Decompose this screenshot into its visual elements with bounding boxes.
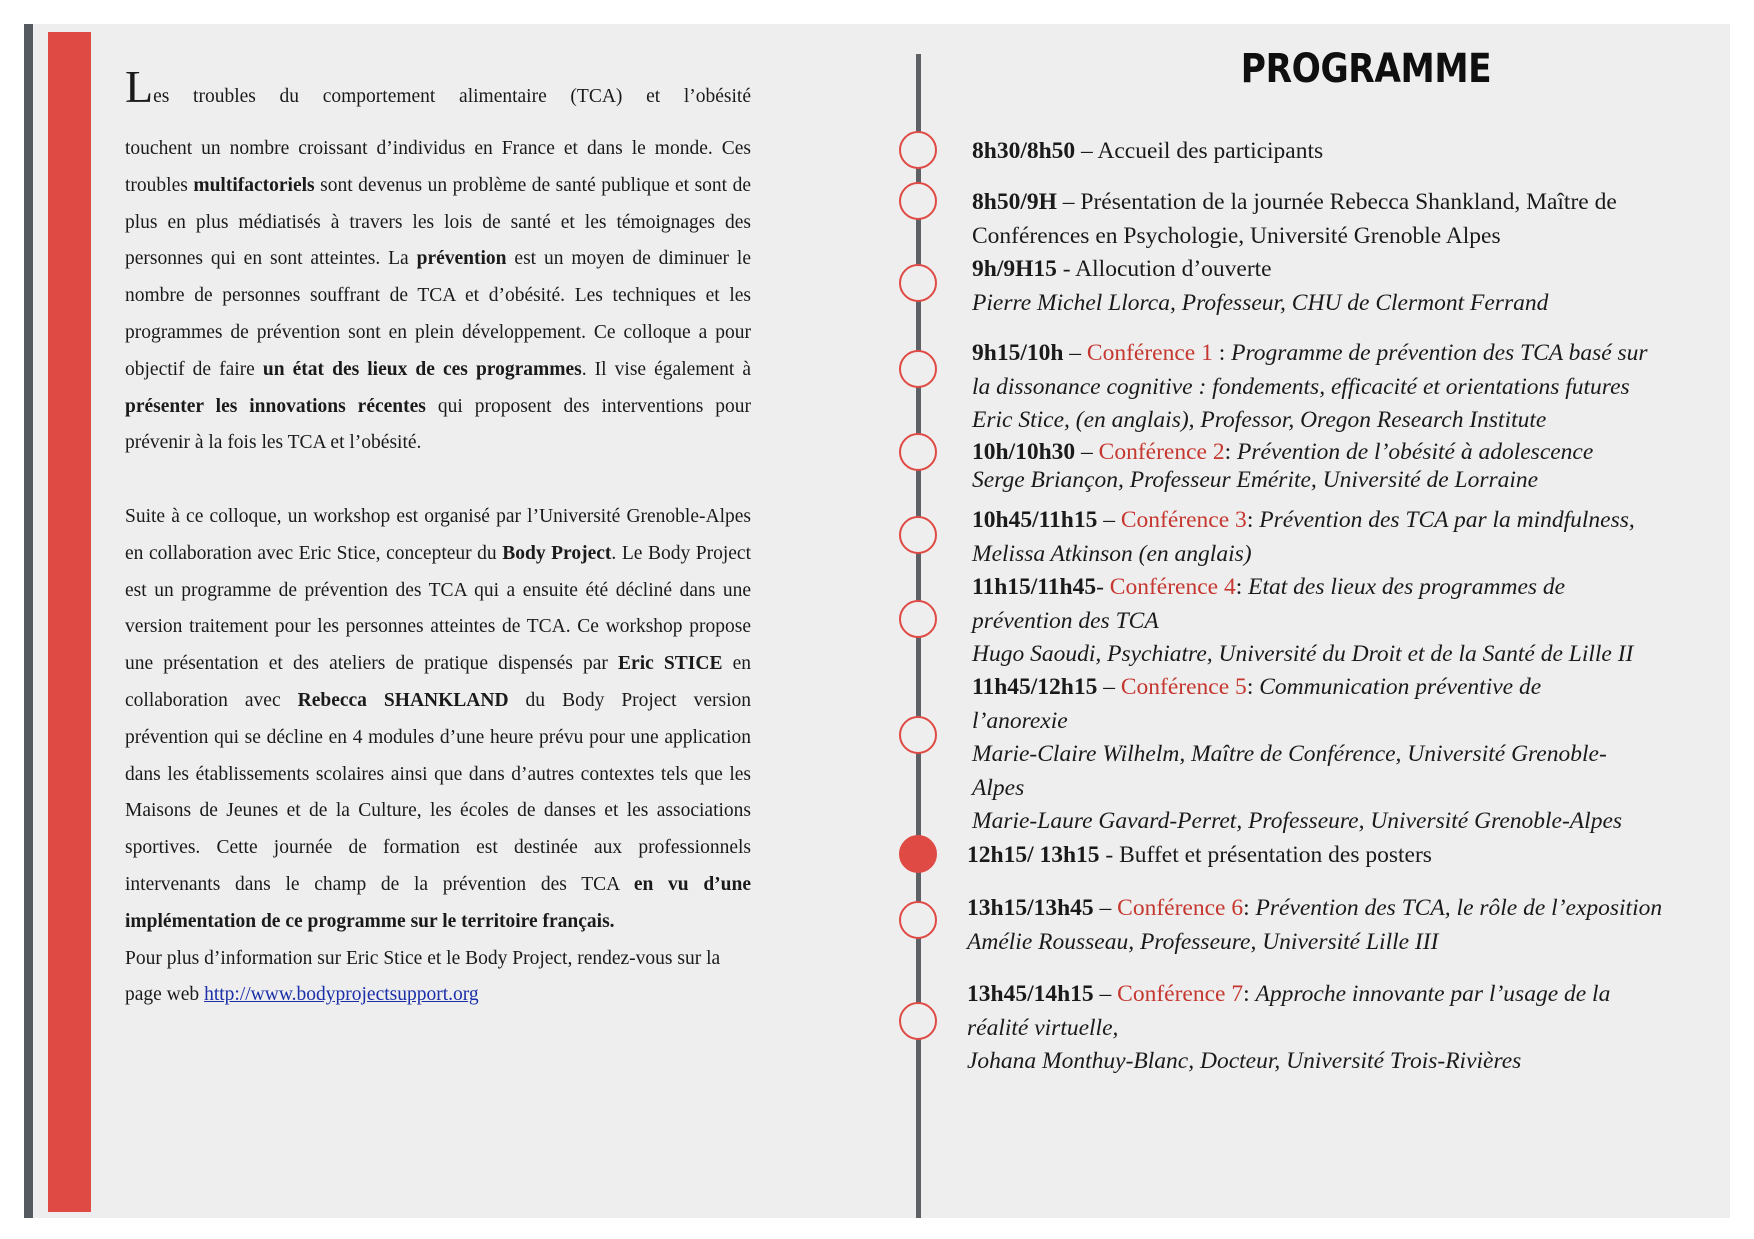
- programme-item: 11h15/11h45- Conférence 4: Etat des lieux des programmes de prévention des TCA Hugo Saoudi, Psychiatre, Université du Droit et de la Santé de Lille II: [972, 574, 1634, 667]
- timeline-node: [899, 131, 937, 169]
- left-red-band: [48, 32, 91, 1212]
- left-gray-rule: [24, 24, 33, 1218]
- timeline-node: [899, 1002, 937, 1040]
- timeline-node: [899, 901, 937, 939]
- intro-first-line: Les troubles du comportement alimentaire (TCA) et l’obésité: [125, 61, 751, 112]
- programme-item: 11h45/12h15 – Conférence 5: Communication préventive de l’anorexie Marie-Claire Wilhelm, Maître de Conférence, Université Grenoble- Alpes Marie-Laure Gavard-Perret, Professeure, Université Grenoble-Alpes: [972, 674, 1623, 834]
- programme-item: 12h15/ 13h15 - Buffet et présentation des posters: [967, 842, 1432, 868]
- timeline-node: [899, 600, 937, 638]
- programme-item: 10h/10h30 – Conférence 2: Prévention de l’obésité à adolescence Serge Briançon, Professeur Emérite, Université de Lorraine: [972, 439, 1594, 493]
- timeline-node: [899, 350, 937, 388]
- programme-item: 10h45/11h15 – Conférence 3: Prévention des TCA par la mindfulness, Melissa Atkinson (en anglais): [972, 507, 1635, 567]
- timeline-node-current: [899, 835, 937, 873]
- timeline-node: [899, 516, 937, 554]
- programme-item: 13h45/14h15 – Conférence 7: Approche innovante par l’usage de la réalité virtuelle, Johana Monthuy-Blanc, Docteur, Université Trois-Rivières: [967, 981, 1611, 1074]
- workshop-paragraph: Suite à ce colloque, un workshop est organisé par l’Université Grenoble-Alpes en collaboration avec Eric Stice, concepteur du Body Project. Le Body Project est un programme de prévention des TCA qui a ensuite été décliné dans une version traitement pour les personnes atteintes de TCA. Ce workshop propose une présentation et des ateliers de pratique dispensés par Eric STICE en collaboration avec Rebecca SHANKLAND du Body Project version prévention qui se décline en 4 modules d’une heure prévu pour une application dans les établissements scolaires ainsi que dans d’autres contextes tels que les Maisons de Jeunes et de la Culture, les écoles de danses et les associations sportives. Cette journée de formation est destinée aux professionnels intervenants dans le champ de la prévention des TCA en vu d’une implémentation de ce programme sur le territoire français.: [125, 505, 752, 932]
- timeline-node: [899, 433, 937, 471]
- programme-item: 8h50/9H – Présentation de la journée Rebecca Shankland, Maître de Conférences en Psychologie, Université Grenoble Alpes: [972, 189, 1617, 249]
- timeline-node: [899, 182, 937, 220]
- body-project-link[interactable]: http://www.bodyprojectsupport.org: [204, 984, 479, 1006]
- brochure-page: [24, 24, 1730, 1218]
- programme-item: 13h15/13h45 – Conférence 6: Prévention des TCA, le rôle de l’exposition Amélie Rousseau, Professeure, Université Lille III: [967, 895, 1663, 955]
- programme-item: 9h/9H15 - Allocution d’ouverte Pierre Michel Llorca, Professeur, CHU de Clermont Ferrand: [972, 256, 1549, 316]
- info-paragraph: Pour plus d’information sur Eric Stice et le Body Project, rendez-vous sur la page web http://www.bodyprojectsupport.org: [125, 947, 721, 1006]
- programme-item: 8h30/8h50 – Accueil des participants: [972, 138, 1324, 164]
- timeline-node: [899, 264, 937, 302]
- timeline-node: [899, 716, 937, 754]
- programme-title: PROGRAMME: [1240, 46, 1492, 92]
- description-column: [125, 61, 752, 1014]
- intro-paragraph: Les troubles du comportement alimentaire (TCA) et l’obésité touchent un nombre croissant d’individus en France et dans le monde. Ces troubles multifactoriels sont devenus un problème de santé publique et sont de plus en plus médiatisés à travers les lois de santé et les témoignages des personnes qui en sont atteintes. La prévention est un moyen de diminuer le nombre de personnes souffrant de TCA et d’obésité. Les techniques et les programmes de prévention sont en plein développement. Ce colloque a pour objectif de faire un état des lieux de ces programmes. Il vise également à présenter les innovations récentes qui proposent des interventions pour prévenir à la fois les TCA et l’obésité.: [125, 61, 752, 454]
- programme-item: 9h15/10h – Conférence 1 : Programme de prévention des TCA basé sur la dissonance cognitive : fondements, efficacité et orientations futures Eric Stice, (en anglais), Professor, Oregon Research Institute: [972, 340, 1648, 433]
- drop-cap: L: [125, 61, 154, 112]
